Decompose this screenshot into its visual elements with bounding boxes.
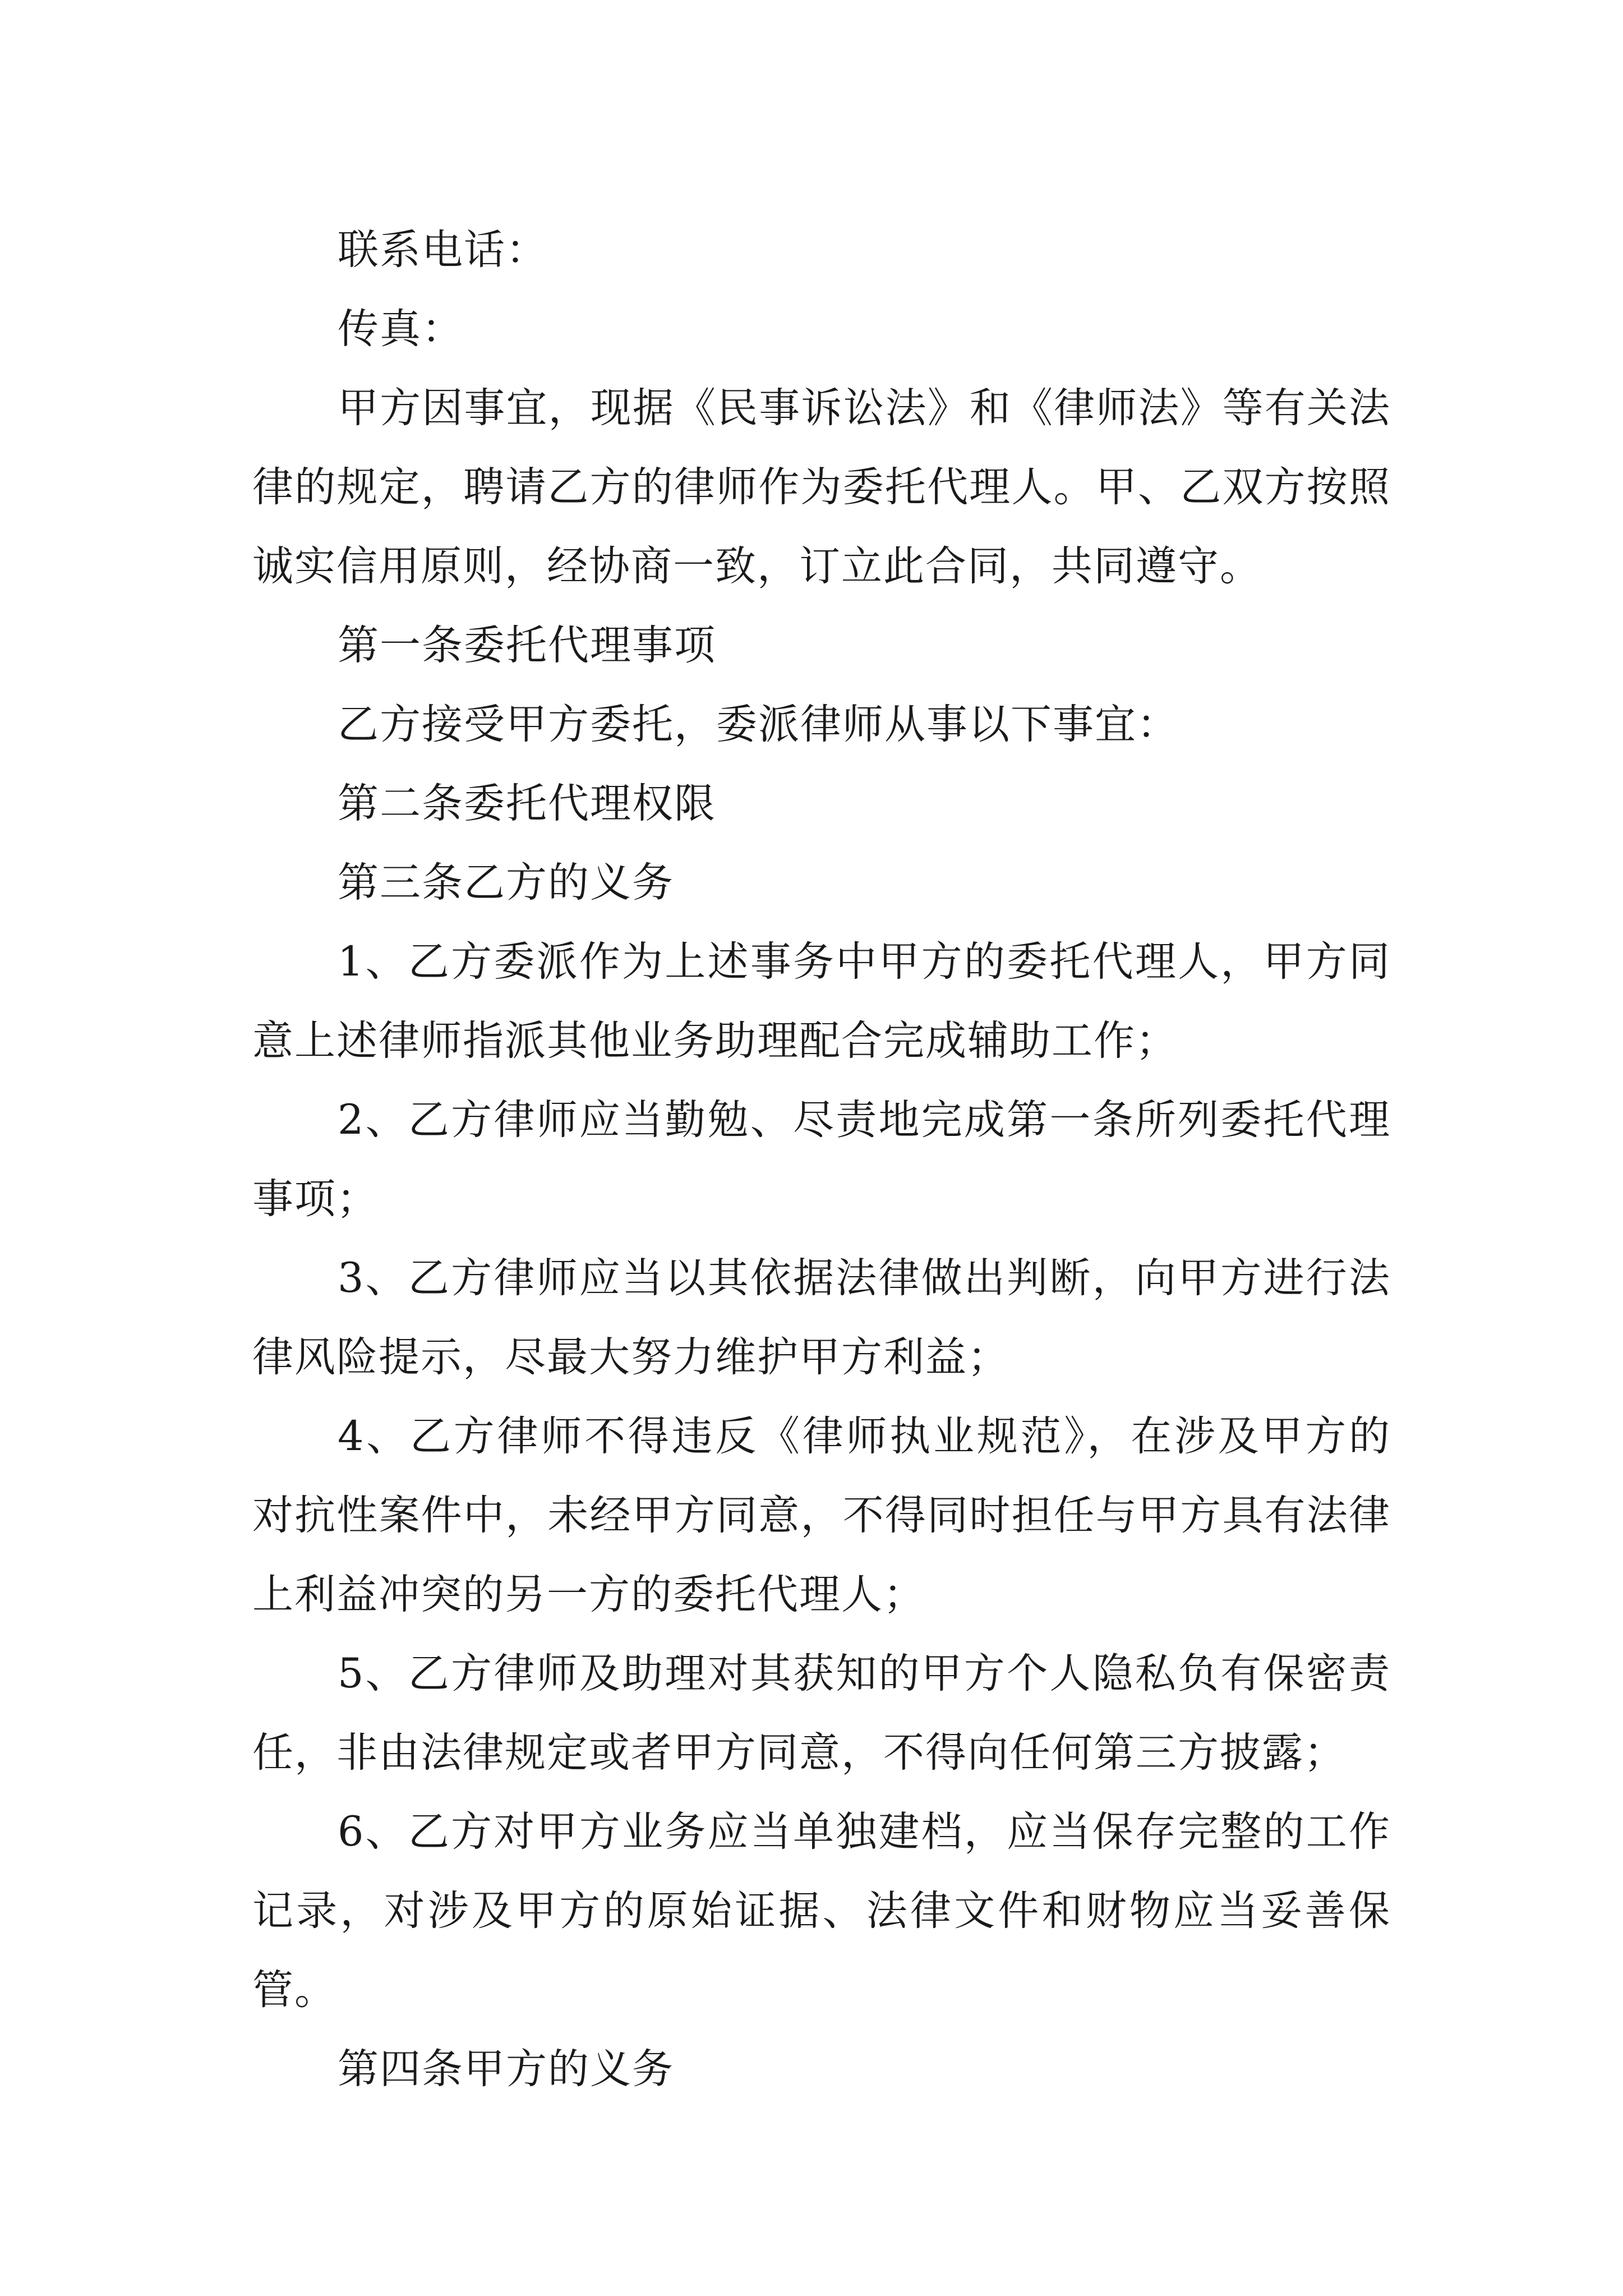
preamble-paragraph: 甲方因事宜，现据《民事诉讼法》和《律师法》等有关法律的规定，聘请乙方的律师作为委托代理人。甲、乙双方按照诚实信用原则，经协商一致，订立此合同，共同遵守。	[252, 384, 1391, 590]
article-1-heading: 第一条委托代理事项	[338, 622, 716, 669]
article-3-item-4: 4、乙方律师不得违反《律师执业规范》，在涉及甲方的对抗性案件中，未经甲方同意，不得同时担任与甲方具有法律上利益冲突的另一方的委托代理人；	[252, 1412, 1391, 1618]
article-4-heading: 第四条甲方的义务	[338, 2045, 674, 2093]
article-2-heading: 第二条委托代理权限	[338, 780, 716, 827]
fax-line: 传真：	[338, 305, 464, 353]
article-3-heading: 第三条乙方的义务	[338, 859, 674, 907]
article-3-item-1: 1、乙方委派作为上述事务中甲方的委托代理人，甲方同意上述律师指派其他业务助理配合完成辅助工作；	[252, 938, 1391, 1065]
article-1-body: 乙方接受甲方委托，委派律师从事以下事宜：	[338, 701, 1179, 748]
article-3-item-5: 5、乙方律师及助理对其获知的甲方个人隐私负有保密责任，非由法律规定或者甲方同意，不得向任何第三方披露；	[252, 1650, 1391, 1777]
article-3-item-6: 6、乙方对甲方业务应当单独建档，应当保存完整的工作记录，对涉及甲方的原始证据、法律文件和财物应当妥善保管。	[252, 1808, 1391, 2014]
contact-phone-line: 联系电话：	[338, 226, 548, 274]
document-body	[252, 210, 1391, 2109]
article-3-item-3: 3、乙方律师应当以其依据法律做出判断，向甲方进行法律风险提示，尽最大努力维护甲方利益；	[252, 1254, 1391, 1381]
article-3-item-2: 2、乙方律师应当勤勉、尽责地完成第一条所列委托代理事项；	[252, 1096, 1391, 1223]
